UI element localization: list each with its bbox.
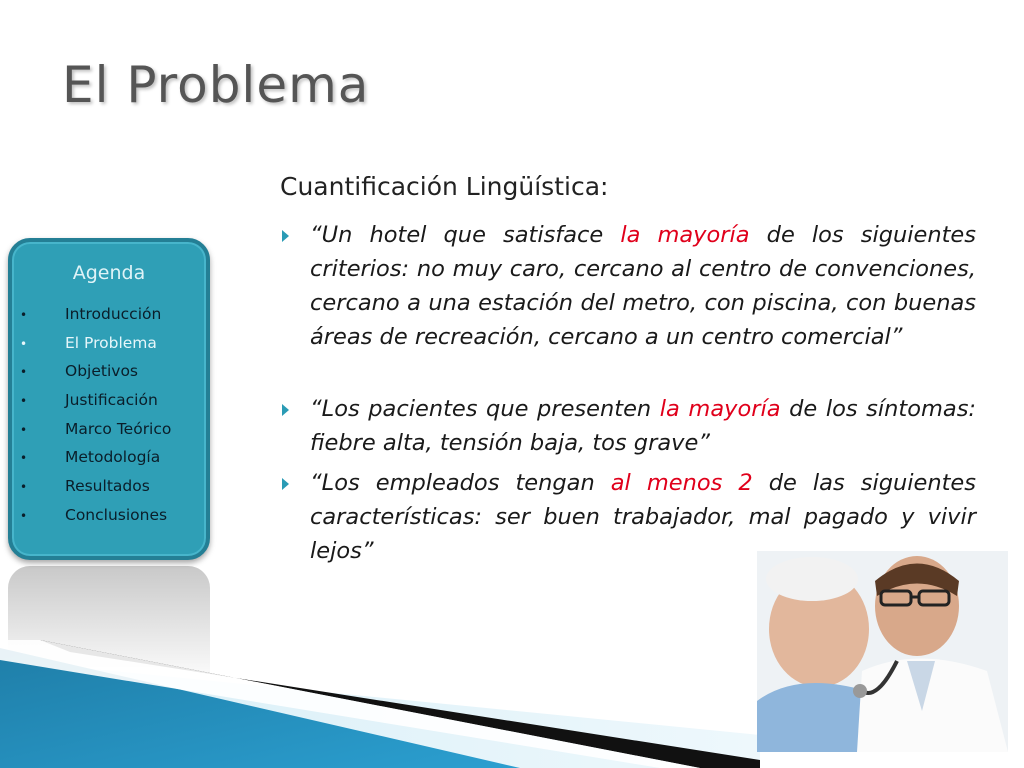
bullet-dot-icon: •	[20, 451, 28, 466]
agenda-item-label: Introducción	[65, 305, 162, 323]
agenda-item-metodologia[interactable]	[20, 443, 171, 472]
agenda-panel	[8, 238, 210, 560]
bullet-list	[282, 218, 976, 568]
doctor-patient-photo	[757, 551, 1008, 752]
bullet-text: “Un hotel que satisface la mayoría de los siguientes criterios: no muy caro, cercano al centro de convenciones, cercano a una estación del metro, con piscina, con buenas áreas de recreación, cercano a un centro comercial”	[310, 222, 976, 350]
bullet-arrow-icon	[282, 404, 289, 416]
bullet-dot-icon: •	[20, 336, 28, 351]
bullet-item	[282, 218, 976, 388]
highlight-text: la mayoría	[620, 222, 750, 248]
slide-title: El Problema	[62, 56, 370, 114]
agenda-item-introduccion[interactable]	[20, 300, 171, 329]
bullet-text: “Los empleados tengan al menos 2 de las siguientes características: ser buen trabajador, mal pagado y vivir lejos”	[310, 470, 976, 564]
agenda-item-label: El Problema	[65, 333, 157, 352]
bullet-dot-icon: •	[20, 508, 28, 523]
bullet-dot-icon: •	[20, 480, 28, 495]
agenda-item-el-problema[interactable]	[20, 329, 171, 358]
highlight-text: al menos 2	[610, 470, 753, 496]
agenda-item-label: Justificación	[65, 391, 158, 410]
bullet-item	[282, 392, 976, 464]
bullet-text: “Los pacientes que presenten la mayoría de los síntomas: fiebre alta, tensión baja, tos grave”	[310, 396, 976, 456]
agenda-item-marco-teorico[interactable]	[20, 415, 171, 444]
agenda-item-label: Marco Teórico	[65, 419, 172, 438]
bullet-dot-icon: •	[20, 394, 28, 409]
agenda-reflection	[8, 566, 210, 686]
bullet-arrow-icon	[282, 230, 289, 242]
agenda-item-label: Resultados	[65, 477, 150, 496]
agenda-list	[20, 300, 171, 530]
agenda-item-resultados[interactable]	[20, 472, 171, 501]
bullet-arrow-icon	[282, 478, 289, 490]
agenda-item-justificacion[interactable]	[20, 386, 171, 415]
agenda-item-label: Metodología	[65, 448, 161, 467]
agenda-item-objetivos[interactable]	[20, 357, 171, 386]
agenda-item-label: Conclusiones	[65, 505, 168, 524]
bullet-dot-icon: •	[20, 365, 28, 380]
bullet-dot-icon: •	[20, 422, 28, 437]
agenda-title: Agenda	[72, 262, 146, 284]
agenda-item-label: Objetivos	[65, 362, 138, 381]
bullet-dot-icon: •	[20, 308, 28, 322]
agenda-item-conclusiones[interactable]	[20, 501, 171, 530]
highlight-text: la mayoría	[659, 396, 781, 422]
slide-subtitle: Cuantificación Lingüística:	[280, 172, 609, 201]
doctor-patient-icon	[757, 551, 1008, 752]
